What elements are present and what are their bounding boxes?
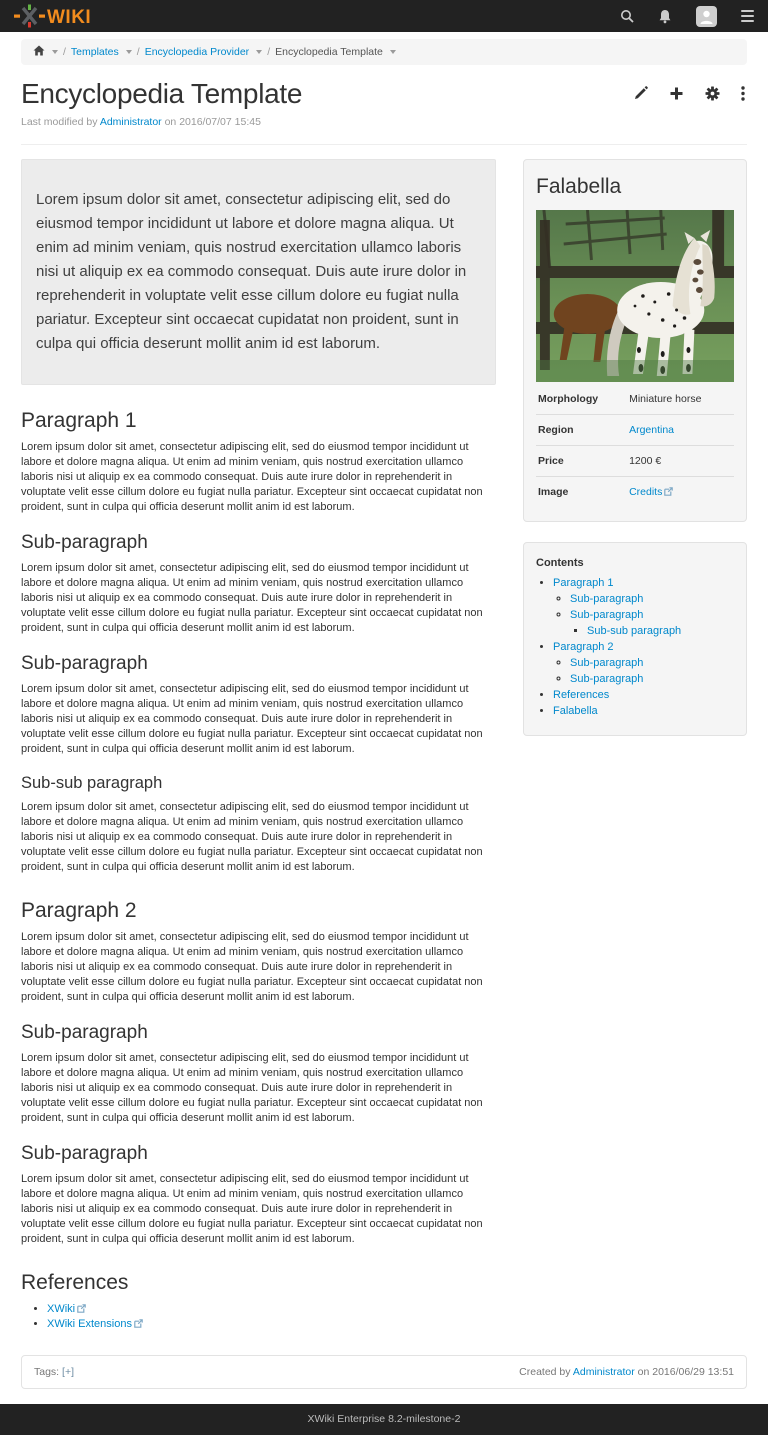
page-actions — [633, 78, 747, 106]
intro-box: Lorem ipsum dolor sit amet, consectetur adipiscing elit, sed do eiusmod tempor incididunt ut labore et dolore magna aliqua. Ut enim ad minim veniam, quis nostrud exercitation ullamco laboris nisi ut aliquip ex ea commodo consequat. Duis aute irure dolor in reprehenderit in voluptate velit esse cillum dolore eu fugiat nulla pariatur. Excepteur sint occaecat cupidatat non proident, sunt in culpa qui officia deserunt mollit anim id est laborum. — [21, 159, 496, 385]
breadcrumb-link-templates[interactable]: Templates — [70, 46, 119, 58]
section-heading-sub-sub-paragraph: Sub-sub paragraph — [21, 774, 163, 792]
page-title: Encyclopedia Template — [21, 78, 303, 109]
home-icon[interactable] — [33, 45, 45, 59]
table-row — [536, 384, 734, 415]
section-paragraph: Lorem ipsum dolor sit amet, consectetur adipiscing elit, sed do eiusmod tempor incididunt ut labore et dolore magna aliqua. Ut enim ad minim veniam, quis nostrud exercitation ullamco laboris nisi ut aliquip ex ea commodo consequat. Duis aute irure dolor in reprehenderit in voluptate velit esse cillum dolore eu fugiat nulla pariatur. Excepteur sint occaecat cupidatat non proident, sunt in culpa qui officia deserunt mollit anim id est laborum. — [21, 931, 483, 1003]
svg-text:WIKI: WIKI — [47, 7, 92, 28]
bell-icon[interactable] — [658, 9, 672, 24]
table-row — [536, 415, 734, 446]
version-text: XWiki Enterprise 8.2-milestone-2 — [307, 1413, 461, 1425]
edit-pencil-icon[interactable] — [633, 86, 648, 106]
section-heading-references: References — [21, 1271, 129, 1294]
section-heading-sub-paragraph: Sub-paragraph — [21, 1143, 148, 1164]
section-paragraph: Lorem ipsum dolor sit amet, consectetur adipiscing elit, sed do eiusmod tempor incididunt ut labore et dolore magna aliqua. Ut enim ad minim veniam, quis nostrud exercitation ullamco laboris nisi ut aliquip ex ea commodo consequat. Duis aute irure dolor in reprehenderit in voluptate velit esse cillum dolore eu fugiat nulla pariatur. Excepteur sint occaecat cupidatat non proident, sunt in culpa qui officia deserunt mollit anim id est laborum. — [21, 562, 483, 634]
section-heading-sub-paragraph: Sub-paragraph — [21, 1022, 148, 1043]
infobox-row-label: Morphology — [536, 384, 627, 415]
references-list — [21, 1303, 496, 1330]
xwiki-logo-icon — [14, 4, 102, 28]
created-by-meta: Created by Administrator on 2016/06/29 13:51 — [519, 1366, 734, 1378]
tags-area — [34, 1366, 74, 1378]
toc-link-references[interactable]: References — [553, 689, 610, 701]
infobox-row-label: Image — [538, 486, 569, 498]
section-paragraph: Lorem ipsum dolor sit amet, consectetur adipiscing elit, sed do eiusmod tempor incididunt ut labore et dolore magna aliqua. Ut enim ad minim veniam, quis nostrud exercitation ullamco laboris nisi ut aliquip ex ea commodo consequat. Duis aute irure dolor in reprehenderit in voluptate velit esse cillum dolore eu fugiat nulla pariatur. Excepteur sint occaecat cupidatat non proident, sunt in culpa qui officia deserunt mollit anim id est laborum. — [21, 1173, 483, 1245]
credits-link[interactable]: Credits — [629, 486, 673, 498]
page-header — [21, 78, 747, 128]
toc-link-sub-paragraph[interactable]: Sub-paragraph — [570, 673, 644, 685]
external-link-icon — [134, 1319, 143, 1328]
created-by-user-link[interactable]: Administrator — [572, 1366, 635, 1378]
infobox-title: Falabella — [536, 175, 622, 198]
infobox-panel — [523, 159, 747, 522]
more-kebab-icon[interactable] — [741, 86, 745, 106]
chevron-down-icon[interactable] — [256, 50, 262, 54]
list-item — [570, 657, 734, 669]
contents-panel — [523, 542, 747, 736]
table-row — [536, 446, 734, 477]
toc-link-sub-paragraph[interactable]: Sub-paragraph — [570, 657, 644, 669]
list-item — [47, 1303, 496, 1315]
reference-link-xwiki[interactable]: XWiki — [47, 1303, 86, 1315]
falabella-horse-image — [536, 210, 734, 382]
external-link-icon — [664, 487, 673, 496]
sidebar — [523, 159, 747, 736]
section-heading-sub-paragraph: Sub-paragraph — [21, 532, 148, 553]
infobox-row-label: Price — [536, 446, 627, 477]
list-item — [553, 577, 734, 637]
section-paragraph: Lorem ipsum dolor sit amet, consectetur adipiscing elit, sed do eiusmod tempor incididunt ut labore et dolore magna aliqua. Ut enim ad minim veniam, quis nostrud exercitation ullamco laboris nisi ut aliquip ex ea commodo consequat. Duis aute irure dolor in reprehenderit in voluptate velit esse cillum dolore eu fugiat nulla pariatur. Excepteur sint occaecat cupidatat non proident, sunt in culpa qui officia deserunt mollit anim id est laborum. — [21, 683, 483, 755]
tags-label: Tags: — [34, 1366, 60, 1378]
article-content — [21, 159, 496, 1333]
toc-link-sub-sub-paragraph[interactable]: Sub-sub paragraph — [587, 625, 682, 637]
contents-title: Contents — [536, 557, 584, 569]
region-link[interactable]: Argentina — [629, 424, 675, 436]
external-link-icon — [77, 1304, 86, 1313]
toc-link-paragraph-1[interactable]: Paragraph 1 — [553, 577, 614, 589]
breadcrumb-separator: / — [136, 46, 140, 58]
section-heading-paragraph-1: Paragraph 1 — [21, 409, 137, 432]
chevron-down-icon[interactable] — [390, 50, 396, 54]
section-heading-sub-paragraph: Sub-paragraph — [21, 653, 148, 674]
document-footer — [21, 1355, 747, 1389]
add-plus-icon[interactable] — [669, 86, 684, 106]
breadcrumb-separator: / — [267, 46, 271, 58]
list-item — [587, 625, 734, 637]
last-modified-meta: Last modified by Administrator on 2016/07/07 15:45 — [21, 116, 261, 128]
search-icon[interactable] — [620, 9, 634, 23]
settings-gear-icon[interactable] — [705, 86, 720, 106]
breadcrumb-link-encyclopedia-provider[interactable]: Encyclopedia Provider — [144, 46, 250, 58]
add-tag-button[interactable]: [+] — [62, 1366, 74, 1378]
infobox-row-value: Miniature horse — [627, 384, 734, 415]
infobox-row-value: 1200 € — [627, 446, 734, 477]
chevron-down-icon[interactable] — [126, 50, 132, 54]
top-navbar — [0, 0, 768, 32]
list-item — [553, 641, 734, 685]
chevron-down-icon[interactable] — [52, 50, 58, 54]
toc-link-paragraph-2[interactable]: Paragraph 2 — [553, 641, 614, 653]
header-divider — [21, 144, 747, 145]
infobox-table — [536, 384, 734, 507]
reference-link-xwiki-extensions[interactable]: XWiki Extensions — [47, 1318, 143, 1330]
toc-link-falabella[interactable]: Falabella — [553, 705, 598, 717]
section-paragraph: Lorem ipsum dolor sit amet, consectetur adipiscing elit, sed do eiusmod tempor incididunt ut labore et dolore magna aliqua. Ut enim ad minim veniam, quis nostrud exercitation ullamco laboris nisi ut aliquip ex ea commodo consequat. Duis aute irure dolor in reprehenderit in voluptate velit esse cillum dolore eu fugiat nulla pariatur. Excepteur sint occaecat cupidatat non proident, sunt in culpa qui officia deserunt mollit anim id est laborum. — [21, 441, 483, 513]
modified-by-user-link[interactable]: Administrator — [99, 116, 162, 128]
infobox-row-label: Region — [536, 415, 627, 446]
list-item — [553, 705, 734, 717]
list-item — [570, 673, 734, 685]
section-paragraph: Lorem ipsum dolor sit amet, consectetur adipiscing elit, sed do eiusmod tempor incididunt ut labore et dolore magna aliqua. Ut enim ad minim veniam, quis nostrud exercitation ullamco laboris nisi ut aliquip ex ea commodo consequat. Duis aute irure dolor in reprehenderit in voluptate velit esse cillum dolore eu fugiat nulla pariatur. Excepteur sint occaecat cupidatat non proident, sunt in culpa qui officia deserunt mollit anim id est laborum. — [21, 1052, 483, 1124]
breadcrumb-separator: / — [63, 46, 66, 58]
avatar[interactable] — [696, 6, 717, 27]
section-paragraph: Lorem ipsum dolor sit amet, consectetur adipiscing elit, sed do eiusmod tempor incididunt ut labore et dolore magna aliqua. Ut enim ad minim veniam, quis nostrud exercitation ullamco laboris nisi ut aliquip ex ea commodo consequat. Duis aute irure dolor in reprehenderit in voluptate velit esse cillum dolore eu fugiat nulla pariatur. Excepteur sint occaecat cupidatat non proident, sunt in culpa qui officia deserunt mollit anim id est laborum. — [21, 801, 483, 873]
table-row — [536, 477, 734, 508]
breadcrumb — [21, 39, 747, 65]
section-heading-paragraph-2: Paragraph 2 — [21, 899, 137, 922]
xwiki-logo[interactable] — [14, 4, 102, 28]
toc-link-sub-paragraph[interactable]: Sub-paragraph — [570, 609, 644, 621]
menu-icon[interactable] — [741, 10, 754, 22]
list-item — [553, 689, 734, 701]
list-item — [570, 593, 734, 605]
version-bar — [0, 1404, 768, 1435]
list-item — [47, 1318, 496, 1330]
list-item — [570, 609, 734, 637]
toc-link-sub-paragraph[interactable]: Sub-paragraph — [570, 593, 644, 605]
breadcrumb-current-page: Encyclopedia Template — [275, 46, 383, 58]
